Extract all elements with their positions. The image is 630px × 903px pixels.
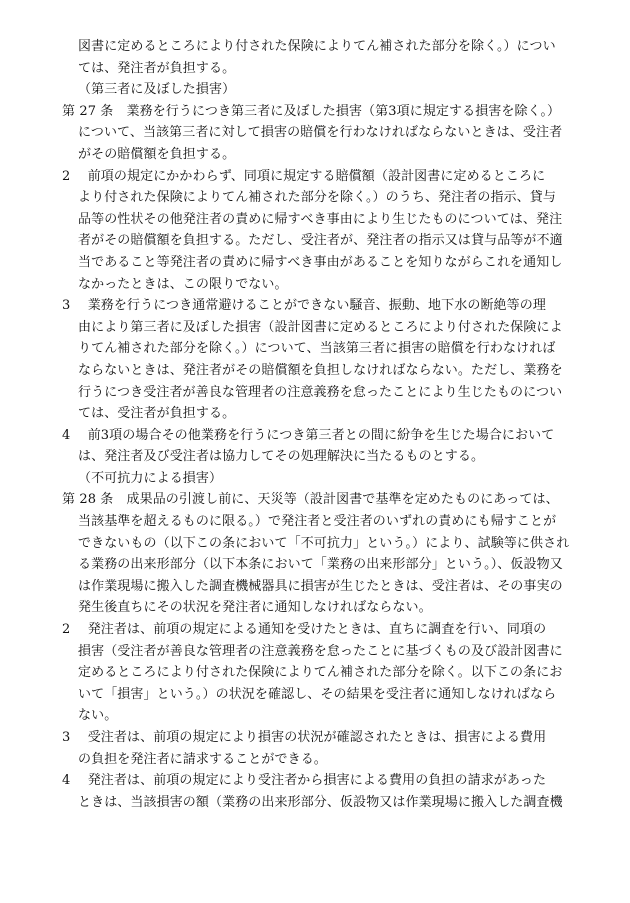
text-line: 当であること等発注者の責めに帰すべき事由があることを知りながらこれを通知し	[78, 254, 563, 270]
text-line: より付された保険によりてん補された部分を除く。）のうち、発注者の指示、貸与	[78, 190, 556, 206]
text-line: る業務の出来形部分（以下本条において「業務の出来形部分」という。）、仮設物又	[78, 557, 563, 573]
paragraph-start-line: 4 前3項の場合その他業務を行うにつき第三者との間に紛争を生じた場合において	[62, 427, 555, 443]
text-line: 当該基準を超えるものに限る。）で発注者と受注者のいずれの責めにも帰すことが	[78, 514, 557, 530]
section-heading: （第三者に及ぼした損害）	[78, 82, 236, 98]
text-line: 定めるところにより付された保険によりてん補された部分を除く。以下この条にお	[78, 665, 563, 681]
text-line: がその賠償額を負担する。	[78, 146, 236, 162]
text-line: なかったときは、この限りでない。	[78, 276, 288, 292]
paragraph-start-line: 2 発注者は、前項の規定による通知を受けたときは、直ちに調査を行い、同項の	[62, 622, 547, 638]
paragraph-start-line: 3 受注者は、前項の規定により損害の状況が確認されたときは、損害による費用	[62, 730, 547, 745]
text-line: 行うにつき受注者が善良な管理者の注意義務を怠ったことにより生じたものについ	[78, 384, 563, 400]
text-line: りてん補された部分を除く。）について、当該第三者に損害の賠償を行わなければ	[78, 341, 556, 357]
paragraph-start-line: 3 業務を行うにつき通常避けることができない騒音、振動、地下水の断絶等の理	[62, 298, 546, 314]
text-line: ては、発注者が負担する。	[78, 60, 236, 76]
text-line: ては、受注者が負担する。	[78, 406, 236, 422]
text-line: 由により第三者に及ぼした損害（設計図書に定めるところにより付された保険によ	[78, 319, 563, 335]
text-line: について、当該第三者に対して損害の賠償を行わなければならないときは、受注者	[78, 125, 563, 141]
text-line: いて「損害」という。）の状況を確認し、その結果を受注者に通知しなければなら	[78, 686, 557, 702]
text-line: 者がその賠償額を負担する。ただし、受注者が、発注者の指示又は貸与品等が不適	[78, 233, 563, 249]
text-line: は、発注者及び受注者は協力してその処理解決に当たるものとする。	[78, 449, 485, 465]
text-line: は作業現場に搬入した調査機械器具に損害が生じたときは、受注者は、その事実の	[78, 578, 563, 594]
paragraph-start-line: 2 前項の規定にかかわらず、同項に規定する賠償額（設計図書に定めるところに	[62, 168, 546, 184]
text-line: 発生後直ちにその状況を発注者に通知しなければならない。	[78, 600, 432, 616]
text-line: ない。	[78, 708, 118, 724]
text-line: できないもの（以下この条において「不可抗力」という。）により、試験等に供され	[78, 535, 570, 551]
text-line: の負担を発注者に請求することができる。	[78, 751, 327, 767]
article-heading-line: 第 27 条 業務を行うにつき第三者に及ぼした損害（第3項に規定する損害を除く。）	[62, 103, 561, 119]
text-line: ならないときは、発注者がその賠償額を負担しなければならない。ただし、業務を	[78, 362, 563, 378]
text-line: ときは、当該損害の額（業務の出来形部分、仮設物又は作業現場に搬入した調査機	[78, 794, 563, 810]
text-line: 損害（受注者が善良な管理者の注意義務を怠ったことに基づくもの及び設計図書に	[78, 643, 563, 659]
article-heading-line: 第 28 条 成果品の引渡し前に、天災等（設計図書で基準を定めたものにあっては、	[62, 492, 559, 508]
paragraph-start-line: 4 発注者は、前項の規定により受注者から損害による費用の負担の請求があった	[62, 773, 547, 789]
text-line: 品等の性状その他発注者の責めに帰すべき事由により生じたものについては、発注	[78, 211, 563, 227]
text-line: 図書に定めるところにより付された保険によりてん補された部分を除く。）につい	[78, 39, 556, 54]
section-heading: （不可抗力による損害）	[78, 470, 223, 486]
